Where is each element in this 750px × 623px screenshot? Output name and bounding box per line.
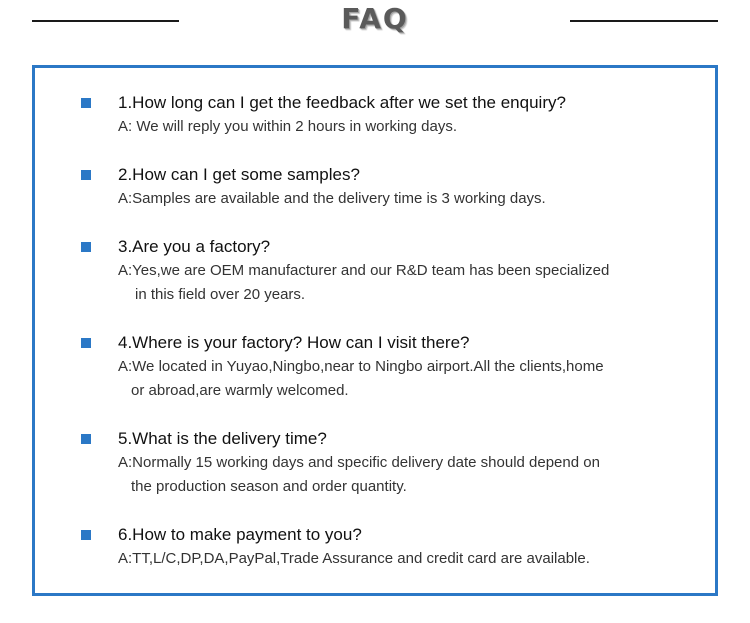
- faq-answer-4-line-2: or abroad,are warmly welcomed.: [131, 382, 349, 399]
- faq-question-1: 1.How long can I get the feedback after we set the enquiry?: [118, 93, 566, 112]
- faq-answer-3-line-2: in this field over 20 years.: [135, 286, 306, 303]
- header-rule-right: [570, 20, 718, 22]
- faq-question-2: 2.How can I get some samples?: [118, 165, 360, 184]
- square-bullet-icon: [81, 242, 91, 252]
- faq-header: [0, 0, 750, 50]
- faq-answer-1: [118, 115, 678, 139]
- faq-answer-5-line-2: the production season and order quantity.: [131, 478, 407, 495]
- page-title: FAQ: [341, 2, 409, 35]
- faq-answer-4: [118, 355, 678, 403]
- faq-question-4: 4.Where is your factory? How can I visit there?: [118, 333, 470, 352]
- faq-question-3: 3.Are you a factory?: [118, 237, 271, 256]
- faq-answer-3: [118, 259, 678, 307]
- faq-answer-6: [118, 547, 678, 571]
- faq-answer-3-line-1: A:Yes,we are OEM manufacturer and our R&D team has been specialized: [118, 262, 610, 279]
- square-bullet-icon: [81, 434, 91, 444]
- square-bullet-icon: [81, 530, 91, 540]
- faq-answer-2-line-1: A:Samples are available and the delivery time is 3 working days.: [118, 190, 546, 207]
- faq-answer-5-line-1: A:Normally 15 working days and specific delivery date should depend on: [118, 454, 600, 471]
- faq-answer-1-line-1: A: We will reply you within 2 hours in working days.: [118, 118, 458, 135]
- square-bullet-icon: [81, 98, 91, 108]
- square-bullet-icon: [81, 170, 91, 180]
- faq-answer-4-line-1: A:We located in Yuyao,Ningbo,near to Ningbo airport.All the clients,home: [118, 358, 604, 375]
- faq-answer-6-line-1: A:TT,L/C,DP,DA,PayPal,Trade Assurance and credit card are available.: [118, 550, 590, 567]
- faq-answer-2: [118, 187, 678, 211]
- square-bullet-icon: [81, 338, 91, 348]
- faq-question-5: 5.What is the delivery time?: [118, 429, 327, 448]
- faq-box: [32, 65, 718, 596]
- faq-question-6: 6.How to make payment to you?: [118, 525, 362, 544]
- faq-answer-5: [118, 451, 678, 499]
